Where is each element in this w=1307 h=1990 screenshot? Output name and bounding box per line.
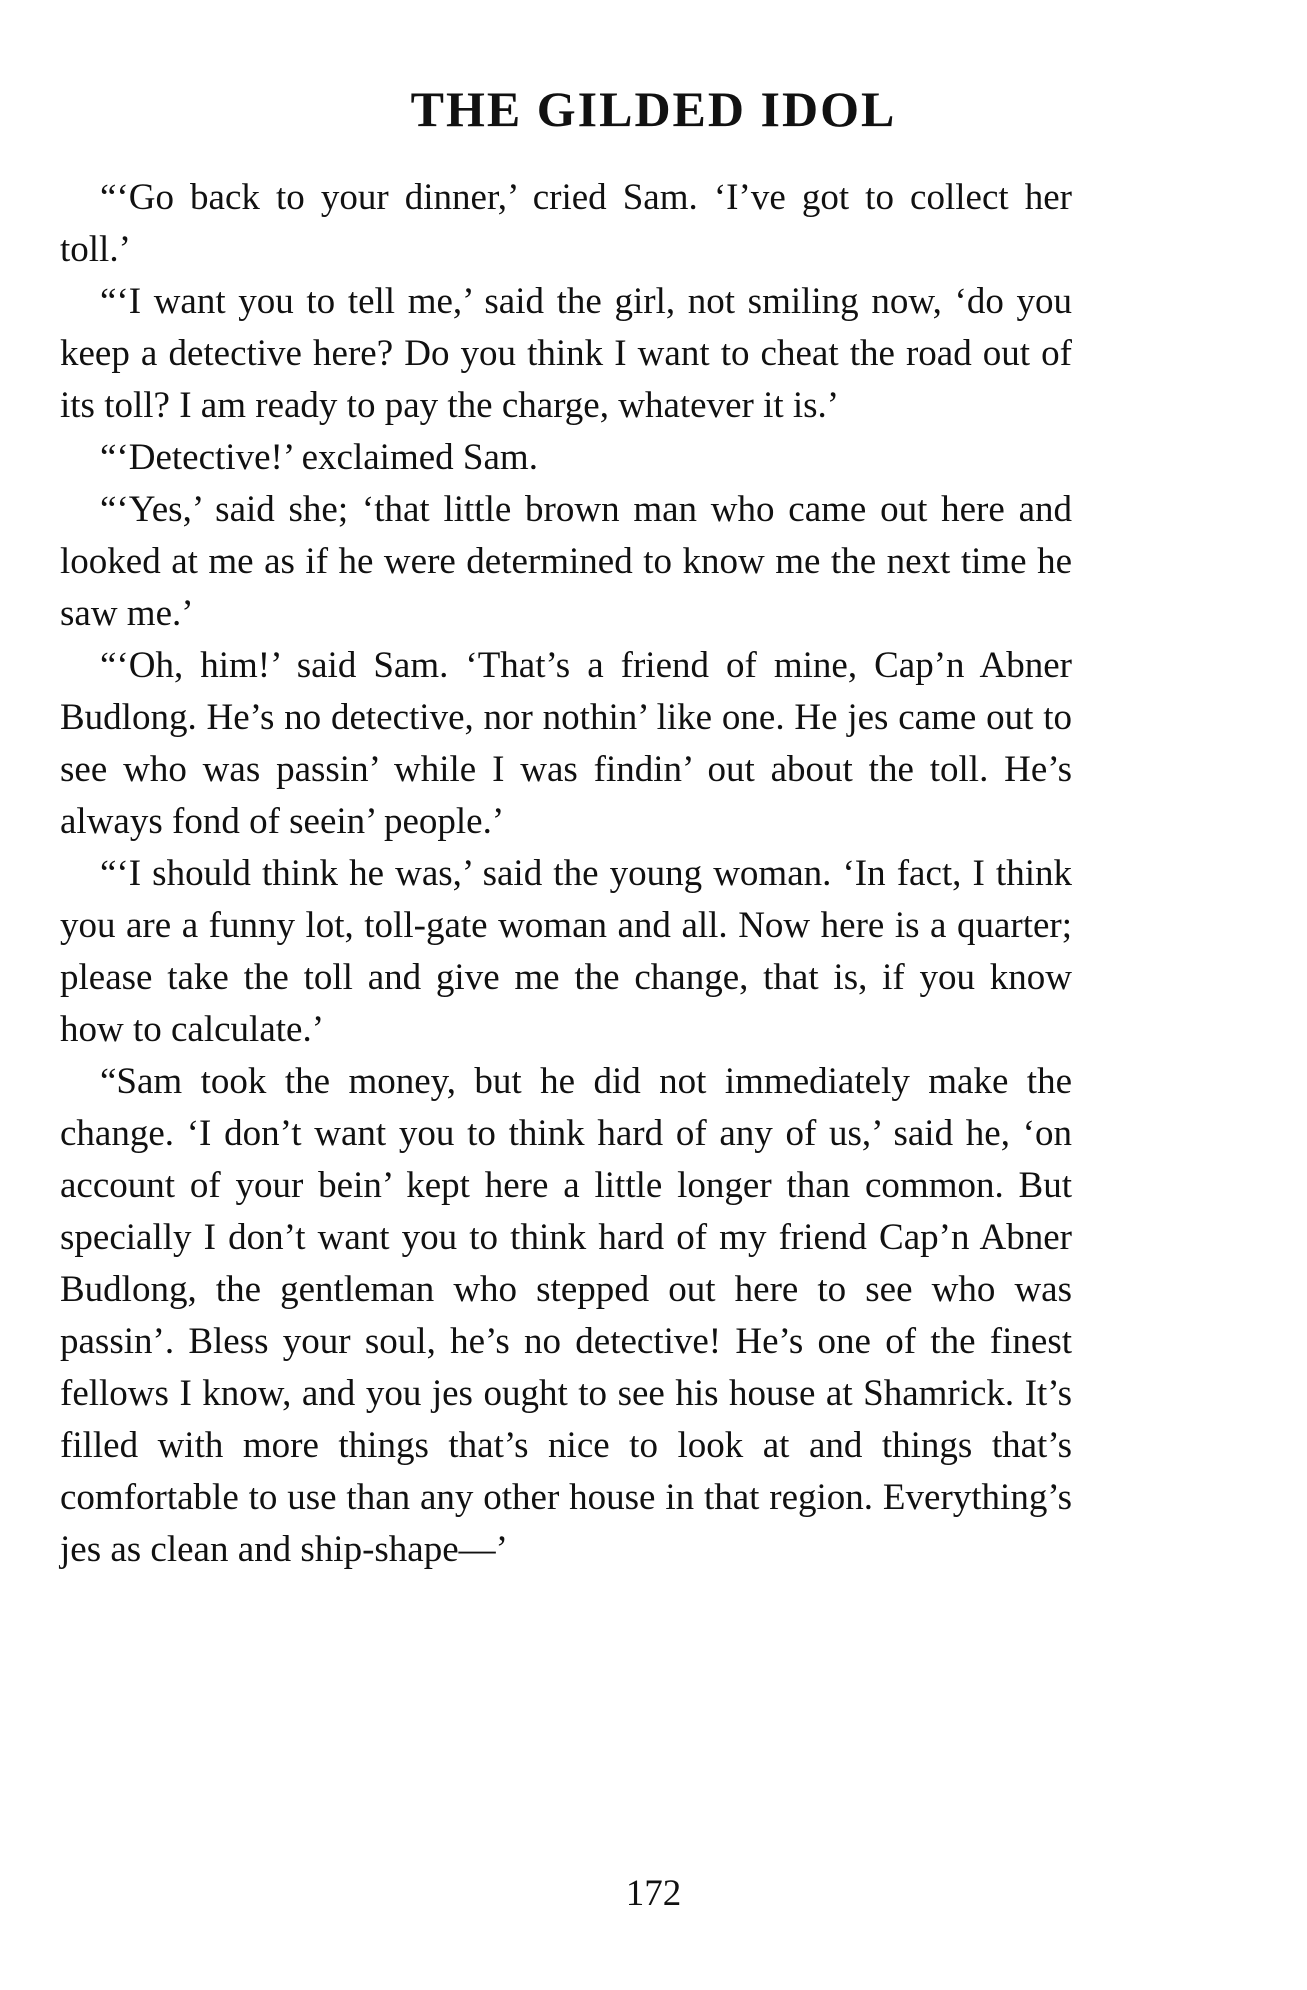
paragraph: “‘Yes,’ said she; ‘that little brown man who came out here and looked at me as if he were determined to know me the next time he saw me.’ bbox=[60, 489, 1072, 634]
page-number: 172 bbox=[625, 1873, 682, 1914]
body-text bbox=[60, 172, 1072, 1576]
paragraph: “‘I want you to tell me,’ said the girl, not smiling now, ‘do you keep a detective here? Do you think I want to cheat the road out of its toll? I am ready to pay the charge, whatever it is.’ bbox=[60, 281, 1072, 426]
running-header: THE GILDED IDOL bbox=[410, 81, 897, 137]
paragraph: “‘Oh, him!’ said Sam. ‘That’s a friend of mine, Cap’n Abner Budlong. He’s no detective, nor nothin’ like one. He jes came out to see who was passin’ while I was findin’ out about the toll. He’s always fond of seein’ people.’ bbox=[60, 645, 1072, 842]
paragraph: “Sam took the money, but he did not immediately make the change. ‘I don’t want you to think hard of any of us,’ said he, ‘on account of your bein’ kept here a little longer than common. But specially I don’t want you to think hard of my friend Cap’n Abner Budlong, the gentleman who stepped out here to see who was passin’. Bless your soul, he’s no detective! He’s one of the finest fellows I know, and you jes ought to see his house at Shamrick. It’s filled with more things that’s nice to look at and things that’s comfortable to use than any other house in that region. Everything’s jes as clean and ship-shape—’ bbox=[60, 1061, 1072, 1570]
paragraph: “‘I should think he was,’ said the young woman. ‘In fact, I think you are a funny lot, toll-gate woman and all. Now here is a quarter; please take the toll and give me the change, that is, if you know how to calculate.’ bbox=[60, 853, 1072, 1050]
paragraph: “‘Go back to your dinner,’ cried Sam. ‘I’ve got to collect her toll.’ bbox=[60, 177, 1072, 270]
paragraph: “‘Detective!’ exclaimed Sam. bbox=[100, 437, 538, 478]
